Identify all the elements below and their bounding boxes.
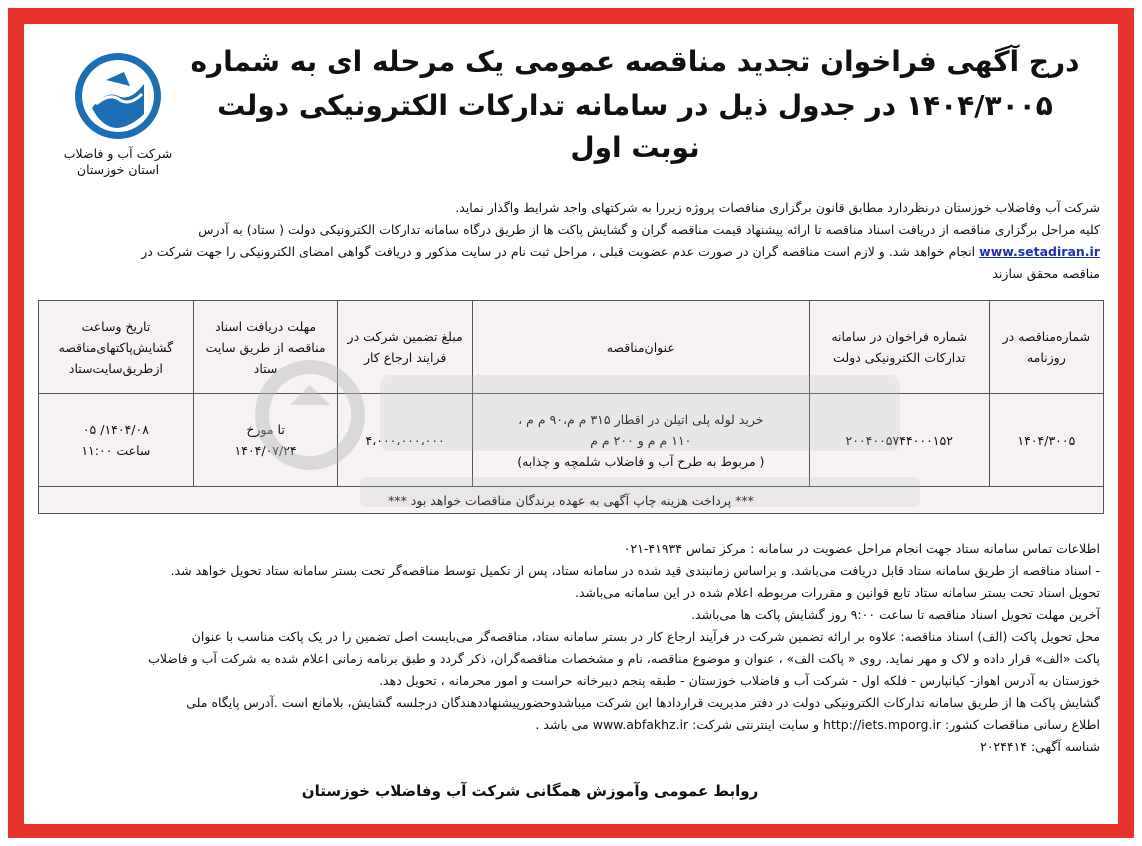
details-text — [40, 538, 1100, 758]
details-paragraph-6: پاکت «الف» قرار داده و لاک و مهر نماید. روی « پاکت الف» ، عنوان و موضوع مناقصه، نام و مشخصات مناقصه‌گران، ذکر گردد و طبق برنامه زمانی اعلام شده به شرکت آب و فاضلاب — [148, 651, 1100, 666]
water-drop-logo-icon — [72, 50, 164, 142]
intro-paragraph-2: کلیه مراحل برگزاری مناقصه از دریافت اسناد مناقصه تا ارائه پیشنهاد قیمت مناقصه گران و گشایش پاکت ها از طریق درگاه سامانه تدارکات الکترونیکی دولت ( ستاد) به آدرس — [198, 222, 1100, 237]
title-line3: نوبت اول — [570, 131, 700, 164]
intro-paragraph-4: مناقصه محقق سازند — [992, 266, 1100, 281]
details-paragraph-8: گشایش پاکت ها از طریق سامانه تدارکات الکترونیکی دولت در دفتر مدیریت قراردادها این شرکت میباشدوحضورپیشنهاددهندگان درجلسه گشایش، بلامانع است .آدرس پایگاه ملی — [186, 695, 1100, 710]
details-paragraph-2: - اسناد مناقصه از طریق سامانه ستاد قابل دریافت می‌باشد. و براساس زمانبندی قید شده در سامانه ستاد، پس از تکمیل توسط مناقصه‌گر تحت بستر سامانه ستاد تحویل خواهد شد. — [170, 563, 1100, 578]
header-tender-number: شماره‌مناقصه در روزنامه — [989, 301, 1103, 394]
footer-signature: روابط عمومی وآموزش همگانی شرکت آب وفاضلاب خوزستان — [301, 782, 759, 800]
details-paragraph-3: تحویل اسناد تحت بستر سامانه ستاد تابع قوانین و مقررات مربوطه اعلام شده در این سامانه می‌باشد. — [575, 585, 1100, 600]
table-header-row — [39, 301, 1104, 394]
header-opening: تاریخ وساعت گشایش‌پاکتهای‌مناقصه ازطریق‌سایت‌ستاد — [39, 301, 194, 394]
table-row — [39, 394, 1104, 487]
details-paragraph-5: محل تحویل پاکت (الف) اسناد مناقصه: علاوه بر ارائه تضمین شرکت در فرآیند ارجاع کار در بستر سامانه ستاد، مناقصه‌گر می‌بایست اصل تضمین را در یک پاکت مناسب با عنوان — [191, 629, 1100, 644]
header-guarantee: مبلغ تضمین شرکت در فرایند ارجاع کار — [338, 301, 473, 394]
deadline-line1: تا مورخ — [246, 422, 285, 437]
intro-paragraph-3-text: انجام خواهد شد. و لازم است مناقصه گران در صورت عدم عضویت قبلی ، مراحل ثبت نام در سایت مذکور و دریافت گواهی امضای الکترونیکی را جهت شرکت در — [141, 244, 980, 259]
intro-paragraph-1: شرکت آب وفاضلاب خوزستان درنظردارد مطابق قانون برگزاری مناقصات پروژه زیررا به شرکتهای واجد شرایط واگذار نماید. — [455, 200, 1100, 215]
details-paragraph-7: خوزستان به آدرس اهواز- کیانپارس - فلکه اول - شرکت آب و فاضلاب خوزستان - طبقه پنجم دبیرخانه حراست و امور محرمانه ، تحویل دهد. — [379, 673, 1100, 688]
tender-table — [38, 300, 1104, 514]
header-setad-code: شماره فراخوان در سامانه تدارکات الکترونیکی دولت — [809, 301, 989, 394]
header-deadline: مهلت دریافت اسناد مناقصه از طریق سایت ستاد — [193, 301, 338, 394]
cell-setad-code: ۲۰۰۴۰۰۵۷۴۴۰۰۰۱۵۲ — [809, 394, 989, 487]
tender-title-line1: خرید لوله پلی اتیلن در اقطار ۳۱۵ م م،۹۰ م م ، — [518, 411, 764, 427]
cell-tender-title — [472, 394, 809, 487]
announcement-title — [190, 40, 1080, 168]
cell-guarantee: ۴،۰۰۰،۰۰۰،۰۰۰ — [338, 394, 473, 487]
setad-link[interactable]: www.setadiran.ir — [979, 244, 1100, 259]
details-paragraph-9: اطلاع رسانی مناقصات کشور: http://iets.mporg.ir و سایت اینترنتی شرکت: www.abfakhz.ir می باشد . — [535, 717, 1100, 732]
cell-opening — [39, 394, 194, 487]
opening-line2: ساعت ۱۱:۰۰ — [81, 443, 151, 458]
title-line2: ۱۴۰۴/۳۰۰۵ در جدول ذیل در سامانه تدارکات الکترونیکی دولت — [217, 89, 1053, 122]
cell-tender-number: ۱۴۰۴/۳۰۰۵ — [989, 394, 1103, 487]
company-name-line1: شرکت آب و فاضلاب — [63, 146, 173, 161]
cell-deadline — [193, 394, 338, 487]
deadline-line2: ۱۴۰۴/۰۷/۲۴ — [234, 443, 297, 458]
table-note-row — [39, 487, 1104, 514]
details-paragraph-4: آخرین مهلت تحویل اسناد مناقصه تا ساعت ۹:۰۰ روز گشایش پاکت ها می‌باشد. — [691, 607, 1100, 622]
intro-text — [40, 197, 1100, 285]
company-name-line2: استان خوزستان — [76, 162, 160, 177]
header-tender-title: عنوان‌مناقصه — [472, 301, 809, 394]
tender-title-line2: ۱۱۰ م م و ۲۰۰ م م — [590, 432, 692, 448]
company-logo — [58, 50, 178, 200]
title-line1: درج آگهی فراخوان تجدید مناقصه عمومی یک مرحله ای به شماره — [190, 45, 1080, 78]
opening-line1: ۱۴۰۴/۰۸/ ۰۵ — [82, 422, 149, 437]
tender-title-line3: ( مربوط به طرح آب و فاضلاب شلمچه و چذابه) — [517, 453, 765, 469]
intro-paragraph-3 — [40, 241, 1100, 263]
details-paragraph-1: اطلاعات تماس سامانه ستاد جهت انجام مراحل عضویت در سامانه : مرکز تماس ۴۱۹۳۴-۰۲۱ — [623, 541, 1100, 556]
announcement-id: شناسه آگهی: ۲۰۲۴۴۱۴ — [980, 739, 1100, 754]
table-note: *** پرداخت هزینه چاپ آگهی به عهده برندگان مناقصات خواهد بود *** — [39, 487, 1104, 514]
